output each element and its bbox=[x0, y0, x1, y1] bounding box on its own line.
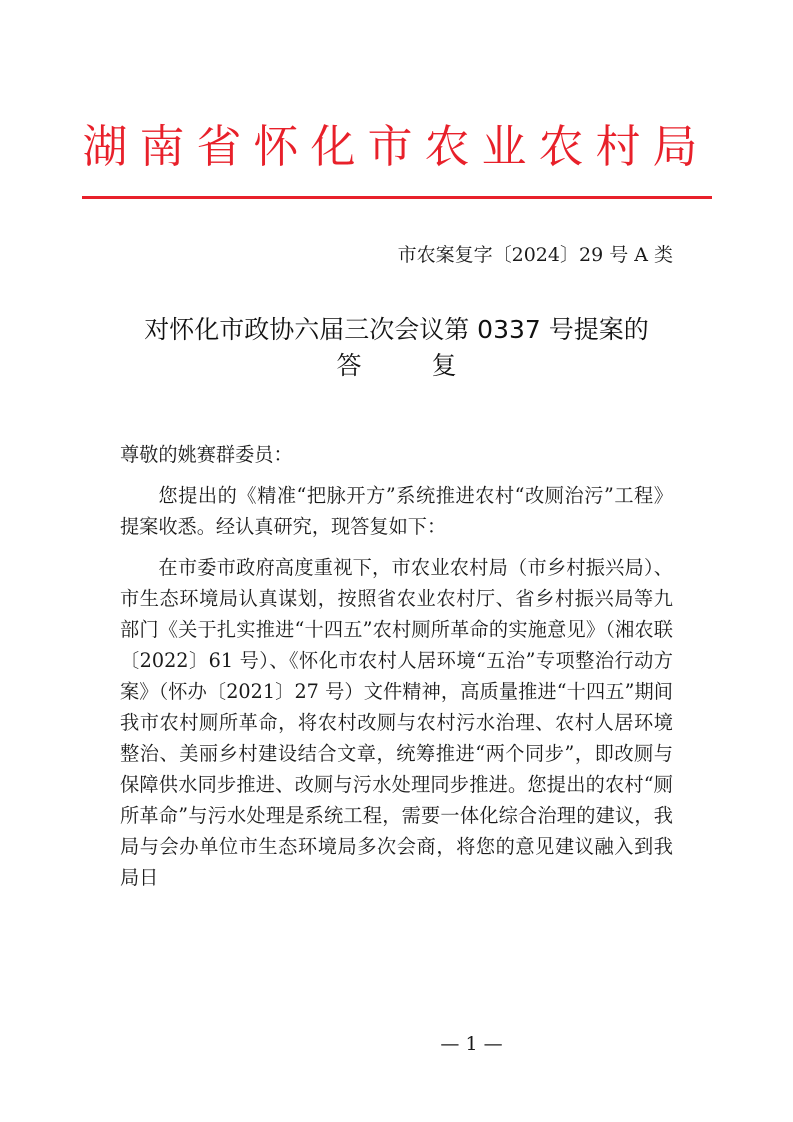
page-number: — 1 — bbox=[440, 1033, 503, 1055]
document-title bbox=[120, 312, 673, 384]
red-divider-line bbox=[82, 196, 712, 199]
title-line-1: 对怀化市政协六届三次会议第 0337 号提案的 bbox=[144, 315, 649, 344]
document-number: 市农案复字〔2024〕29 号 A 类 bbox=[397, 244, 673, 266]
agency-masthead: 湖南省怀化市农业农村局 bbox=[82, 120, 710, 173]
document-body bbox=[120, 439, 673, 903]
body-paragraph-1: 您提出的《精准“把脉开方”系统推进农村“改厕治污”工程》提案收悉。经认真研究，现答复如下： bbox=[120, 484, 673, 538]
title-line-2: 答复 bbox=[336, 351, 527, 380]
salutation: 尊敬的姚赛群委员： bbox=[120, 443, 293, 466]
body-paragraph-2: 在市委市政府高度重视下，市农业农村局（市乡村振兴局）、市生态环境局认真谋划，按照省农业农村厅、省乡村振兴局等九部门《关于扎实推进“十四五”农村厕所革命的实施意见》（湘农联〔2022〕61 号）、《怀化市农村人居环境“五治”专项整治行动方案》（怀办〔2021〕27 号）文件精神，高质量推进“十四五”期间我市农村厕所革命，将农村改厕与农村污水治理、农村人居环境整治、美丽乡村建设结合文章，统筹推进“两个同步”，即改厕与保障供水同步推进、改厕与污水处理同步推进。您提出的农村“厕所革命”与污水处理是系统工程，需要一体化综合治理的建议，我局与会办单位市生态环境局多次会商，将您的意见建议融入到我局日 bbox=[120, 556, 673, 889]
